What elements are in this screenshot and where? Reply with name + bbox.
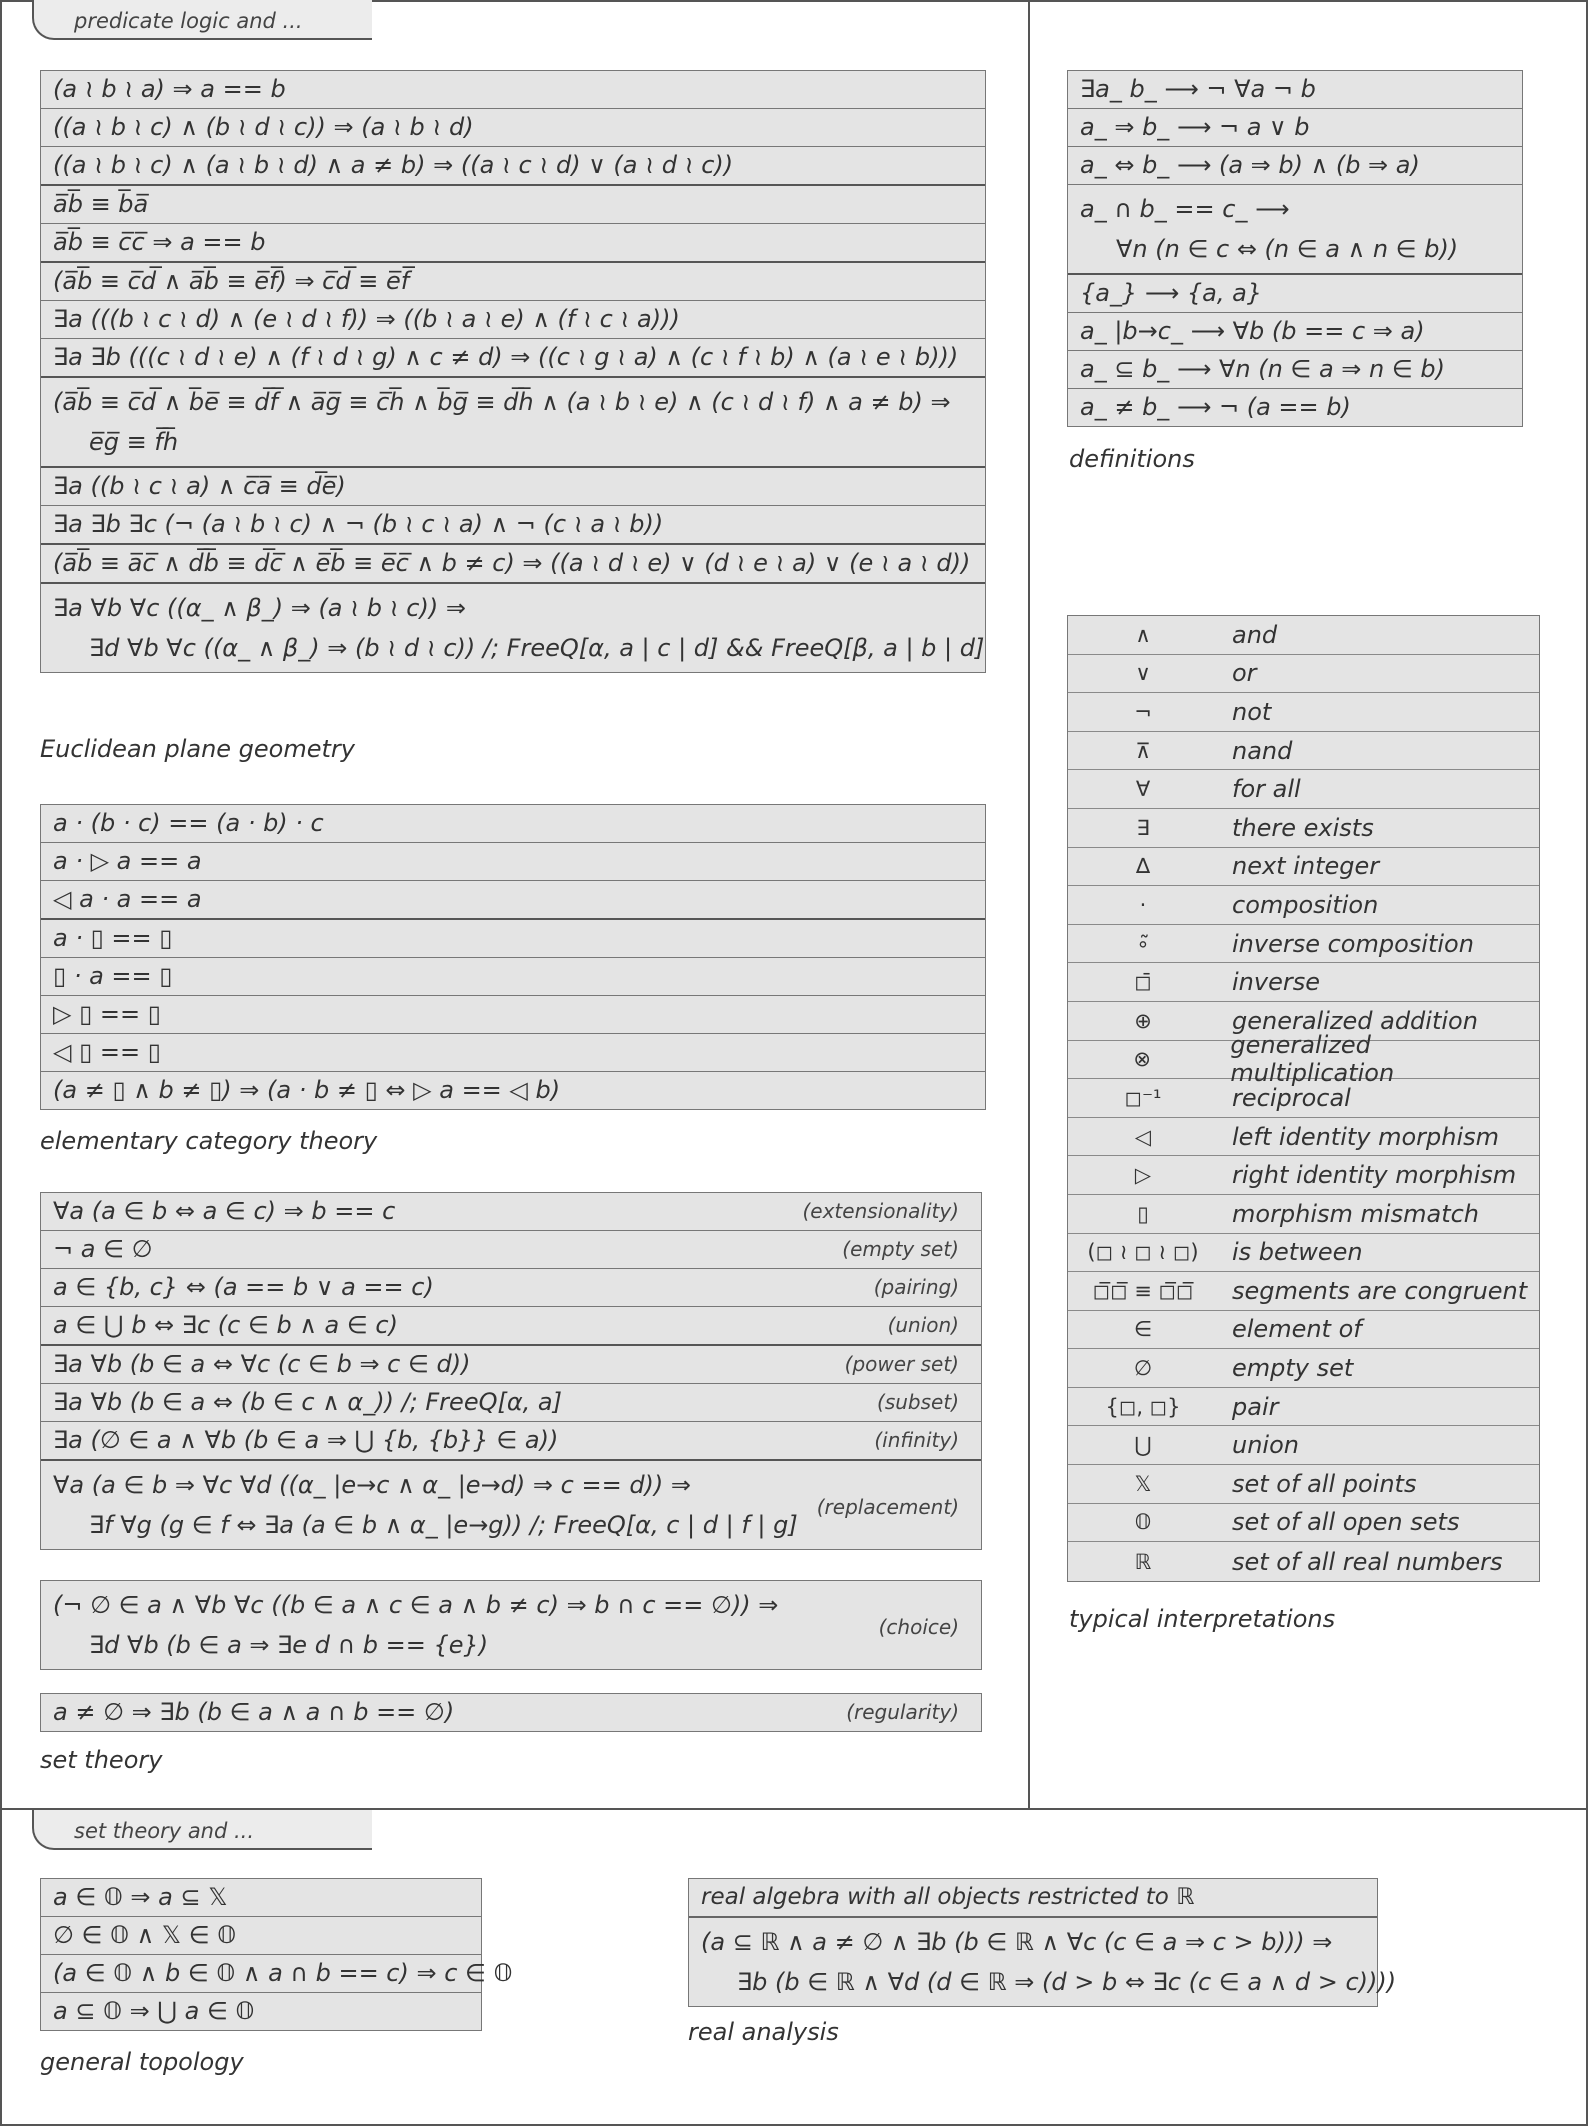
symbol-cell: ◁ <box>1134 1124 1152 1149</box>
euclid-axiom-row <box>41 584 985 672</box>
meaning-cell: generalized multiplication <box>1230 1031 1395 1088</box>
axiom-name-note: (pairing) <box>873 1275 959 1299</box>
euclid-axioms-box <box>40 70 986 673</box>
euclid-axiom-row-line: (a̅b̅ ≡ a̅c̅ ∧ d̅b̅ ≡ d̅c̅ ∧ e̅b̅ ≡ e̅c̅ ∧ b ≠ c) ⇒ ((a ≀ d ≀ e) ∨ (d ≀ e ≀ a) ∨ (e ≀ a ≀ d)) <box>53 549 971 577</box>
euclid-axiom-row-line: ((a ≀ b ≀ c) ∧ (a ≀ b ≀ d) ∧ a ≠ b) ⇒ ((a ≀ c ≀ d) ∨ (a ≀ d ≀ c)) <box>53 151 734 179</box>
interpretation-row <box>1068 925 1539 964</box>
set-theory-axioms-box <box>40 1192 982 1550</box>
category-axiom-row <box>41 1034 985 1072</box>
euclid-axiom-row-line: ∃a (((b ≀ c ≀ d) ∧ (e ≀ d ≀ f)) ⇒ ((b ≀ a ≀ e) ∧ (f ≀ c ≀ a))) <box>53 305 680 333</box>
category-axiom-row-line: ▯ · a == ▯ <box>53 962 173 990</box>
definition-row <box>1068 71 1522 109</box>
interpretation-row <box>1068 1349 1539 1388</box>
category-axiom-row <box>41 996 985 1034</box>
meaning-cell: pair <box>1232 1392 1279 1421</box>
category-axiom-row-line: (a ≠ ▯ ∧ b ≠ ▯) ⇒ (a · b ≠ ▯ ⇔ ▷ a == ◁ b) <box>53 1076 561 1104</box>
category-caption: elementary category theory <box>40 1127 378 1155</box>
symbol-cell: ¬ <box>1134 699 1152 724</box>
axiom-name-note: (choice) <box>878 1615 959 1639</box>
section-tab-predicate-logic: predicate logic and ... <box>32 0 372 40</box>
definition-row-line: a_ ⇒ b_ ⟶ ¬ a ∨ b <box>1080 113 1310 141</box>
interpretation-row <box>1068 655 1539 694</box>
definition-row <box>1068 147 1522 185</box>
analysis-caption: real analysis <box>688 2018 839 2046</box>
interpretation-row <box>1068 1311 1539 1350</box>
euclid-axiom-row-line: (a̅b̅ ≡ c̅d̅ ∧ a̅b̅ ≡ e̅f̅) ⇒ c̅d̅ ≡ e̅f̅ <box>53 267 410 295</box>
meaning-cell: nand <box>1232 736 1293 765</box>
definition-row <box>1068 351 1522 389</box>
analysis-line-1: (a ⊆ ℝ ∧ a ≠ ∅ ∧ ∃b (b ∈ ℝ ∧ ∀c (c ∈ a ⇒ c > b))) ⇒ <box>701 1928 1333 1956</box>
topology-axiom-row <box>41 1993 481 2030</box>
symbol-cell: ∨ <box>1135 661 1151 686</box>
topology-axiom-row <box>41 1879 481 1917</box>
symbol-cell: ∃ <box>1136 815 1150 840</box>
interpretation-row <box>1068 1542 1539 1581</box>
euclid-axiom-row <box>41 468 985 506</box>
interpretation-row <box>1068 1388 1539 1427</box>
symbol-cell: 𝕏 <box>1134 1471 1152 1496</box>
definition-row <box>1068 389 1522 426</box>
category-axioms-box <box>40 804 986 1110</box>
category-axiom-row-line: ◁ ▯ == ▯ <box>53 1038 161 1066</box>
symbol-cell: ∈ <box>1133 1317 1153 1342</box>
meaning-cell: set of all real numbers <box>1232 1547 1503 1576</box>
symbol-cell: · <box>1139 892 1147 917</box>
symbol-cell: ▷ <box>1134 1163 1152 1188</box>
symbol-cell: ◻̄ <box>1134 970 1152 995</box>
category-axiom-row-line: ▷ ▯ == ▯ <box>53 1000 161 1028</box>
set-axiom-row-line: a ∈ {b, c} ⇔ (a == b ∨ a == c) <box>53 1273 434 1301</box>
meaning-cell: segments are congruent <box>1232 1276 1528 1305</box>
axiom-name-note: (empty set) <box>842 1237 959 1261</box>
axiom-name-note: (replacement) <box>816 1495 959 1519</box>
interpretation-row <box>1068 1156 1539 1195</box>
category-axiom-row <box>41 1072 985 1109</box>
interpretation-row <box>1068 848 1539 887</box>
euclid-axiom-row-line: ∃d ∀b ∀c ((α_ ∧ β_) ⇒ (b ≀ d ≀ c)) /; FreeQ[α, a | c | d] && FreeQ[β, a | b | d] <box>89 634 985 662</box>
interpretation-row <box>1068 693 1539 732</box>
topology-caption: general topology <box>40 2048 244 2076</box>
set-axiom-row-line: a ∈ ⋃ b ⇔ ∃c (c ∈ b ∧ a ∈ c) <box>53 1311 398 1339</box>
topology-axiom-row <box>41 1955 513 1993</box>
symbol-cell: ▯ <box>1137 1201 1149 1226</box>
meaning-cell: next integer <box>1232 852 1380 881</box>
euclid-axiom-row <box>41 339 985 378</box>
meaning-cell: inverse composition <box>1232 929 1474 958</box>
set-axiom-row <box>41 1461 981 1549</box>
symbol-cell: ℝ <box>1134 1549 1152 1574</box>
category-axiom-row <box>41 881 985 920</box>
axiom-name-note: (infinity) <box>874 1428 959 1452</box>
euclid-axiom-row-line: ∃a ∃b ∃c (¬ (a ≀ b ≀ c) ∧ ¬ (b ≀ c ≀ a) ∧ ¬ (c ≀ a ≀ b)) <box>53 510 664 538</box>
definitions-caption: definitions <box>1069 445 1195 473</box>
euclid-axiom-row <box>41 186 985 224</box>
symbol-cell: ◻⁻¹ <box>1124 1085 1162 1110</box>
interpretation-row <box>1068 1465 1539 1504</box>
definition-row-line: a_ ≠ b_ ⟶ ¬ (a == b) <box>1080 393 1351 421</box>
set-axiom-row <box>41 1384 981 1422</box>
interpretation-row <box>1068 1504 1539 1543</box>
set-axiom-row-line: ∃f ∀g (g ∈ f ⇔ ∃a (a ∈ b ∧ α_ |e→g)) /; FreeQ[α, c | d | f | g] <box>89 1511 798 1539</box>
choice-axiom-row-line: ∃d ∀b (b ∈ a ⇒ ∃e d ∩ b == {e}) <box>89 1631 489 1659</box>
euclid-axiom-row <box>41 71 985 109</box>
definition-row <box>1068 109 1522 147</box>
definition-row <box>1068 275 1522 313</box>
symbol-cell: ⊕ <box>1134 1008 1152 1033</box>
regularity-axiom-row <box>41 1694 981 1731</box>
symbol-cell: ⋃ <box>1134 1433 1152 1458</box>
meaning-cell: not <box>1232 697 1272 726</box>
interpretation-row <box>1068 963 1539 1002</box>
meaning-cell: and <box>1232 620 1278 649</box>
definition-row-line: a_ |b→c_ ⟶ ∀b (b == c ⇒ a) <box>1080 317 1425 345</box>
section-tab-set-theory: set theory and ... <box>32 1810 372 1850</box>
euclid-caption: Euclidean plane geometry <box>40 735 355 763</box>
interpretations-caption: typical interpretations <box>1069 1605 1336 1633</box>
category-axiom-row-line: a · (b · c) == (a · b) · c <box>53 809 324 837</box>
euclid-axiom-row <box>41 263 985 301</box>
interpretation-row <box>1068 732 1539 771</box>
euclid-axiom-row-line: (a ≀ b ≀ a) ⇒ a == b <box>53 75 286 103</box>
meaning-cell: empty set <box>1232 1354 1354 1383</box>
regularity-axiom-row-line: a ≠ ∅ ⇒ ∃b (b ∈ a ∧ a ∩ b == ∅) <box>53 1698 455 1726</box>
set-axiom-row-line: ∃a (∅ ∈ a ∧ ∀b (b ∈ a ⇒ ⋃ {b, {b}} ∈ a)) <box>53 1426 559 1454</box>
topology-axiom-row <box>41 1917 481 1955</box>
topology-axiom-row-line: a ⊆ 𝕆 ⇒ ⋃ a ∈ 𝕆 <box>53 1997 255 2025</box>
euclid-axiom-row <box>41 545 985 584</box>
euclid-axiom-row-line: ((a ≀ b ≀ c) ∧ (b ≀ d ≀ c)) ⇒ (a ≀ b ≀ d) <box>53 113 474 141</box>
set-axiom-row <box>41 1193 981 1231</box>
symbol-cell: ∘̃ <box>1136 931 1150 956</box>
meaning-cell: there exists <box>1232 813 1374 842</box>
category-axiom-row-line: a · ▷ a == a <box>53 847 202 875</box>
axiom-name-note: (power set) <box>844 1352 959 1376</box>
interpretation-row <box>1068 809 1539 848</box>
set-axiom-row <box>41 1269 981 1307</box>
category-axiom-row <box>41 843 985 881</box>
symbol-cell: ⊼ <box>1135 738 1151 763</box>
meaning-cell: reciprocal <box>1232 1083 1351 1112</box>
topology-axiom-row-line: ∅ ∈ 𝕆 ∧ 𝕏 ∈ 𝕆 <box>53 1921 237 1949</box>
meaning-cell: or <box>1232 659 1257 688</box>
euclid-axiom-row-line: e̅g̅ ≡ f̅h̅ <box>89 428 179 456</box>
set-axiom-row <box>41 1346 981 1384</box>
meaning-cell: generalized addition <box>1232 1006 1478 1035</box>
interpretation-row <box>1068 1031 1539 1088</box>
meaning-cell: is between <box>1232 1238 1363 1267</box>
definition-row-line: a_ ∩ b_ == c_ ⟶ <box>1080 195 1290 223</box>
set-axiom-row-line: ∃a ∀b (b ∈ a ⇔ (b ∈ c ∧ α_)) /; FreeQ[α, a] <box>53 1388 562 1416</box>
meaning-cell: morphism mismatch <box>1232 1199 1480 1228</box>
meaning-cell: left identity morphism <box>1232 1122 1500 1151</box>
axiom-name-note: (union) <box>887 1313 959 1337</box>
interpretation-row <box>1068 616 1539 655</box>
interpretation-row <box>1068 770 1539 809</box>
interpretation-row <box>1068 886 1539 925</box>
meaning-cell: for all <box>1232 775 1301 804</box>
definition-row-line: {a_} ⟶ {a, a} <box>1080 279 1263 307</box>
set-axiom-row <box>41 1231 981 1269</box>
choice-axiom-row <box>41 1581 981 1669</box>
set-axiom-row-line: ∃a ∀b (b ∈ a ⇔ ∀c (c ∈ b ⇒ c ∈ d)) <box>53 1350 471 1378</box>
definition-row <box>1068 185 1522 275</box>
symbol-cell: ◻̅◻̅ ≡ ◻̅◻̅ <box>1092 1278 1194 1303</box>
set-axiom-row <box>41 1422 981 1461</box>
euclid-axiom-row-line: (a̅b̅ ≡ c̅d̅ ∧ b̅e̅ ≡ d̅f̅ ∧ a̅g̅ ≡ c̅h̅ ∧ b̅g̅ ≡ d̅h̅ ∧ (a ≀ b ≀ e) ∧ (c ≀ d ≀ f) ∧ a ≠ b) ⇒ <box>53 388 951 416</box>
category-axiom-row-line: a · ▯ == ▯ <box>53 924 173 952</box>
interpretation-row <box>1068 1118 1539 1157</box>
regularity-axiom-box <box>40 1693 982 1732</box>
euclid-axiom-row <box>41 301 985 339</box>
meaning-cell: element of <box>1232 1315 1362 1344</box>
symbol-cell: ∀ <box>1135 777 1151 802</box>
euclid-axiom-row-line: a̅b̅ ≡ b̅a̅ <box>53 190 149 218</box>
interpretation-row <box>1068 1234 1539 1273</box>
meaning-cell: set of all points <box>1232 1469 1417 1498</box>
definition-row-line: a_ ⊆ b_ ⟶ ∀n (n ∈ a ⇒ n ∈ b) <box>1080 355 1446 383</box>
meaning-cell: set of all open sets <box>1232 1508 1460 1537</box>
definition-row <box>1068 313 1522 351</box>
euclid-axiom-row-line: ∃a ((b ≀ c ≀ a) ∧ c̅a̅ ≡ d̅e̅) <box>53 472 346 500</box>
axiom-name-note: (subset) <box>877 1390 959 1414</box>
category-axiom-row-line: ◁ a · a == a <box>53 885 202 913</box>
euclid-axiom-row-line: ∃a ∀b ∀c ((α_ ∧ β_) ⇒ (a ≀ b ≀ c)) ⇒ <box>53 594 466 622</box>
interpretation-row <box>1068 1426 1539 1465</box>
symbol-cell: ⊗ <box>1133 1047 1151 1072</box>
euclid-axiom-row-line: a̅b̅ ≡ c̅c̅ ⇒ a == b <box>53 228 266 256</box>
interpretations-table <box>1067 615 1540 1582</box>
definition-row-line: a_ ⇔ b_ ⟶ (a ⇒ b) ∧ (b ⇒ a) <box>1080 151 1420 179</box>
analysis-box <box>688 1878 1397 2007</box>
euclid-axiom-row-line: ∃a ∃b (((c ≀ d ≀ e) ∧ (f ≀ d ≀ g) ∧ c ≠ d) ⇒ ((c ≀ g ≀ a) ∧ (c ≀ f ≀ b) ∧ (a ≀ e ≀ b))) <box>53 343 959 371</box>
choice-axiom-box <box>40 1580 982 1670</box>
euclid-axiom-row <box>41 506 985 545</box>
meaning-cell: union <box>1232 1431 1299 1460</box>
topology-axiom-row-line: (a ∈ 𝕆 ∧ b ∈ 𝕆 ∧ a ∩ b == c) ⇒ c ∈ 𝕆 <box>53 1959 513 1987</box>
analysis-header: real algebra with all objects restricted to ℝ <box>689 1879 1377 1918</box>
set-axiom-row-line: ∀a (a ∈ b ⇒ ∀c ∀d ((α_ |e→c ∧ α_ |e→d) ⇒ c == d)) ⇒ <box>53 1471 692 1499</box>
euclid-axiom-row <box>41 224 985 263</box>
symbol-cell: {◻, ◻} <box>1105 1394 1181 1419</box>
euclid-axiom-row <box>41 378 985 468</box>
topology-axiom-row-line: a ∈ 𝕆 ⇒ a ⊆ 𝕏 <box>53 1883 228 1911</box>
category-axiom-row <box>41 805 985 843</box>
category-axiom-row <box>41 920 985 958</box>
definitions-box <box>1067 70 1523 427</box>
set-axiom-row <box>41 1307 981 1346</box>
axiom-name-note: (regularity) <box>846 1700 959 1724</box>
meaning-cell: right identity morphism <box>1232 1161 1517 1190</box>
euclid-axiom-row <box>41 147 985 186</box>
definition-row-line: ∃a_ b_ ⟶ ¬ ∀a ¬ b <box>1080 75 1316 103</box>
interpretation-row <box>1068 1195 1539 1234</box>
interpretation-row <box>1068 1272 1539 1311</box>
meaning-cell: inverse <box>1232 968 1320 997</box>
definition-row-line: ∀n (n ∈ c ⇔ (n ∈ a ∧ n ∈ b)) <box>1116 235 1459 263</box>
axiom-name-note: (extensionality) <box>802 1199 959 1223</box>
symbol-cell: 𝕆 <box>1134 1510 1152 1535</box>
symbol-cell: ∧ <box>1135 622 1151 647</box>
analysis-line-2: ∃b (b ∈ ℝ ∧ ∀d (d ∈ ℝ ⇒ (d > b ⇔ ∃c (c ∈ a ∧ d > c)))) <box>737 1968 1397 1996</box>
symbol-cell: ∆ <box>1135 854 1151 879</box>
category-axiom-row <box>41 958 985 996</box>
set-theory-caption: set theory <box>40 1746 163 1774</box>
symbol-cell: (◻ ≀ ◻ ≀ ◻) <box>1087 1240 1199 1265</box>
set-axiom-row-line: ¬ a ∈ ∅ <box>53 1235 153 1263</box>
analysis-formula <box>689 1918 1397 2006</box>
topology-axioms-box <box>40 1878 513 2031</box>
set-axiom-row-line: ∀a (a ∈ b ⇔ a ∈ c) ⇒ b == c <box>53 1197 396 1225</box>
choice-axiom-row-line: (¬ ∅ ∈ a ∧ ∀b ∀c ((b ∈ a ∧ c ∈ a ∧ b ≠ c) ⇒ b ∩ c == ∅)) ⇒ <box>53 1591 779 1619</box>
euclid-axiom-row <box>41 109 985 147</box>
meaning-cell: composition <box>1232 890 1379 919</box>
symbol-cell: ∅ <box>1133 1356 1153 1381</box>
